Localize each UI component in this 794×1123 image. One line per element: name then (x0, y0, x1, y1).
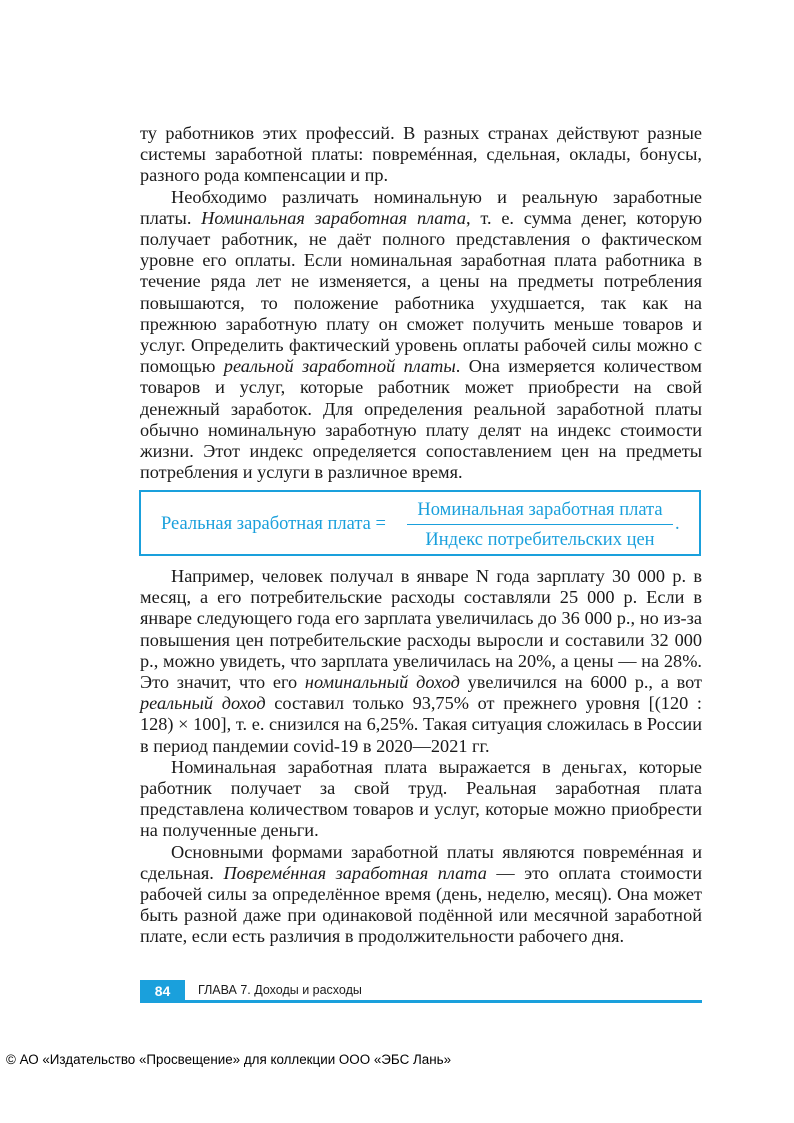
copyright-notice: © АО «Издательство «Просвещение» для коллекции ООО «ЭБС Лань» (6, 1052, 452, 1067)
fraction-bar (407, 524, 673, 525)
formula-numerator: Номинальная заработная плата (417, 500, 663, 520)
formula-denominator: Индекс потребительских цен (425, 530, 655, 550)
italic-term: реальной заработной платы (223, 356, 456, 377)
paragraph (140, 757, 702, 842)
paragraph-text: увеличился на 6000 р., а вот (459, 672, 702, 693)
paragraph-text: Необходимо различать номинальную и реальную заработные платы. (140, 186, 702, 228)
paragraph-text: составил только 93,75% от прежнего уровня [(120 : 128) × 100], т. е. снизился на 6,25%. Такая ситуация сложилась в России в период пандемии covid-19 в 2020—2021 гг. (140, 693, 703, 756)
paragraph (140, 842, 702, 948)
chapter-title: ГЛАВА 7. Доходы и расходы (198, 983, 362, 997)
paragraph-text: , т. е. сумма денег, которую получает работник, не даёт полного представления о фактическом уровне его оплаты. Если номинальная заработная плата работника в течение ряда лет не изменяется, а цены на предметы потребления повышаются, то положение работника ухудшается, так как на прежнюю заработную плату он сможет получить меньше товаров и услуг. Определить фактический уровень оплаты рабочей силы можно с помощью (140, 207, 702, 377)
italic-term: номинальный доход (304, 672, 460, 693)
italic-term: реальный доход (140, 693, 266, 714)
formula-lhs: Реальная заработная плата = (161, 514, 386, 534)
paragraph-text: Номинальная заработная плата выражается в деньгах, которые работник получает за свой труд. Реальная заработная плата представлена количеством товаров и услуг, которые можно приобрести на полученные деньги. (140, 756, 702, 841)
italic-term: Номинальная заработная плата (201, 207, 466, 228)
footer-rule (140, 1000, 702, 1003)
paragraph-text: Например, человек получал в январе N года зарплату 30 000 р. в месяц, а его потребительские расходы составляли 25 000 р. Если в январе следующего года его зарплата увеличилась до 36 000 р., но из-за повышения цен потребительские расходы выросли и составили 32 000 р., можно увидеть, что зарплата увеличилась на 20%, а цены — на 28%. Это значит, что его (140, 566, 702, 693)
paragraph-text: . Она измеряется количеством товаров и услуг, которые работник может приобрести на свой денежный заработок. Для определения реальной заработной платы обычно номинальную заработную плату делят на индекс стоимости жизни. Этот индекс определяется сопоставлением цен на предметы потребления и услуги в различное время. (140, 356, 702, 483)
formula-fraction (407, 499, 673, 551)
formula-box (139, 490, 701, 556)
italic-term: Повремéнная заработная плата (223, 862, 487, 883)
text-block-top (140, 123, 702, 483)
paragraph (140, 566, 702, 757)
text-block-bottom (140, 566, 702, 948)
paragraph-text: Основными формами заработной платы являются повремéнная и сдельная. (140, 841, 702, 883)
paragraph (140, 187, 702, 484)
paragraph (140, 123, 702, 187)
page-number: 84 (140, 980, 185, 1002)
formula-end-mark: . (675, 514, 680, 534)
paragraph-text: ту работников этих профессий. В разных странах действуют разные системы заработной платы: повремéнная, сдельная, оклады, бонусы, разного рода компенсации и пр. (140, 123, 702, 186)
paragraph-text: — это оплата стоимости рабочей силы за определённое время (день, неделю, месяц). Она может быть разной даже при одинаковой подённой или месячной заработной плате, если есть различия в продолжительности рабочего дня. (140, 862, 703, 947)
